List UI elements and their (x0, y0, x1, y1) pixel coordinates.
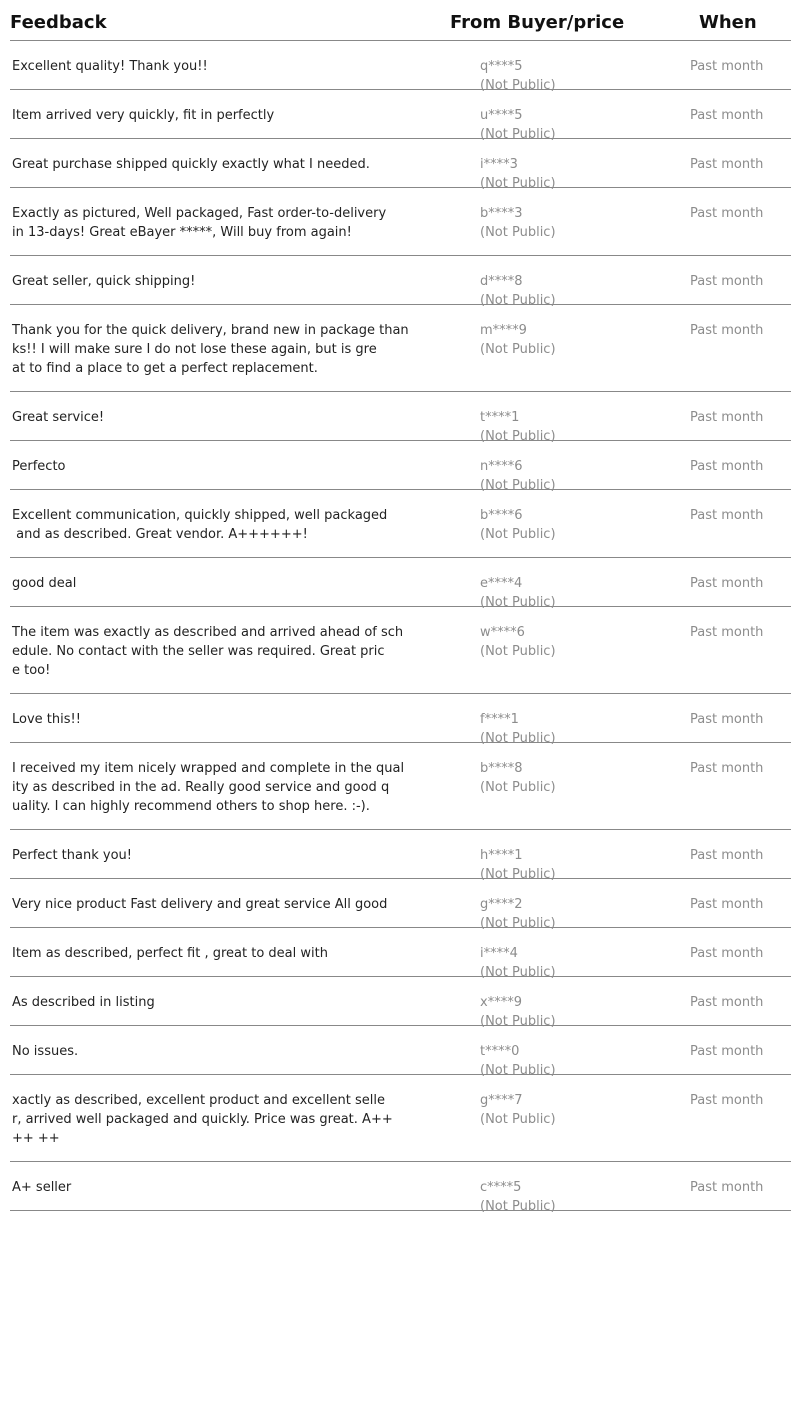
feedback-row (10, 1075, 791, 1162)
price-label: (Not Public) (480, 1112, 556, 1127)
feedback-comment: I received my item nicely wrapped and complete in the qual ity as described in the ad. Really good service and good q uality. I can highly recommend others to shop here. :-). (12, 761, 405, 814)
feedback-when: Past month (690, 1044, 764, 1059)
feedback-comment: Love this!! (12, 712, 81, 727)
feedback-row (10, 441, 791, 493)
buyer-cell (480, 506, 556, 544)
buyer-cell (480, 321, 556, 359)
feedback-row (10, 1026, 791, 1078)
feedback-when: Past month (690, 995, 764, 1010)
feedback-row (10, 90, 791, 142)
buyer-id[interactable]: q****5 (480, 59, 523, 74)
feedback-row (10, 305, 791, 392)
price-label: (Not Public) (480, 293, 556, 308)
feedback-comment: Thank you for the quick delivery, brand new in package than ks!! I will make sure I do not lose these again, but is gre at to find a place to get a perfect replacement. (12, 323, 409, 376)
buyer-id[interactable]: d****8 (480, 274, 523, 289)
buyer-id[interactable]: n****6 (480, 459, 523, 474)
feedback-row (10, 41, 791, 93)
feedback-row (10, 139, 791, 191)
price-label: (Not Public) (480, 1014, 556, 1029)
feedback-row (10, 1162, 791, 1214)
feedback-comment: A+ seller (12, 1180, 72, 1195)
buyer-id[interactable]: f****1 (480, 712, 519, 727)
feedback-when: Past month (690, 157, 764, 172)
buyer-cell (480, 204, 556, 242)
feedback-comment: Great seller, quick shipping! (12, 274, 196, 289)
feedback-row (10, 188, 791, 256)
buyer-id[interactable]: g****7 (480, 1093, 523, 1108)
feedback-comment: Great purchase shipped quickly exactly what I needed. (12, 157, 370, 172)
price-label: (Not Public) (480, 527, 556, 542)
when-column-header: When (699, 12, 757, 33)
feedback-row (10, 256, 791, 308)
feedback-comment: good deal (12, 576, 77, 591)
buyer-id[interactable]: b****3 (480, 206, 523, 221)
feedback-row (10, 743, 791, 830)
feedback-when: Past month (690, 761, 764, 776)
feedback-comment: Exactly as pictured, Well packaged, Fast order-to-delivery in 13-days! Great eBayer *****, Will buy from again! (12, 206, 387, 240)
feedback-when: Past month (690, 625, 764, 640)
feedback-when: Past month (690, 897, 764, 912)
price-label: (Not Public) (480, 478, 556, 493)
feedback-when: Past month (690, 576, 764, 591)
feedback-when: Past month (690, 323, 764, 338)
feedback-when: Past month (690, 59, 764, 74)
buyer-id[interactable]: u****5 (480, 108, 523, 123)
price-label: (Not Public) (480, 595, 556, 610)
price-label: (Not Public) (480, 429, 556, 444)
price-label: (Not Public) (480, 780, 556, 795)
price-label: (Not Public) (480, 644, 556, 659)
feedback-column-header: Feedback (10, 12, 107, 33)
buyer-id[interactable]: t****0 (480, 1044, 520, 1059)
feedback-row (10, 392, 791, 444)
feedback-table-header (10, 0, 791, 41)
feedback-list (10, 41, 791, 1214)
price-label: (Not Public) (480, 867, 556, 882)
feedback-comment: No issues. (12, 1044, 79, 1059)
feedback-when: Past month (690, 848, 764, 863)
buyer-id[interactable]: i****3 (480, 157, 518, 172)
price-label: (Not Public) (480, 916, 556, 931)
buyer-cell (480, 1178, 556, 1216)
feedback-comment: Item as described, perfect fit , great to deal with (12, 946, 328, 961)
buyer-cell (480, 759, 556, 797)
feedback-comment: Great service! (12, 410, 105, 425)
feedback-row (10, 490, 791, 558)
feedback-comment: Perfecto (12, 459, 66, 474)
feedback-when: Past month (690, 459, 764, 474)
price-label: (Not Public) (480, 965, 556, 980)
feedback-when: Past month (690, 946, 764, 961)
buyer-price-column-header: From Buyer/price (450, 12, 625, 33)
buyer-id[interactable]: x****9 (480, 995, 522, 1010)
price-label: (Not Public) (480, 1199, 556, 1214)
buyer-id[interactable]: h****1 (480, 848, 523, 863)
feedback-comment: Excellent communication, quickly shipped, well packaged and as described. Great vendor. A++++++! (12, 508, 388, 542)
buyer-id[interactable]: i****4 (480, 946, 518, 961)
feedback-comment: Perfect thank you! (12, 848, 132, 863)
feedback-comment: As described in listing (12, 995, 155, 1010)
buyer-id[interactable]: b****6 (480, 508, 523, 523)
feedback-comment: xactly as described, excellent product and excellent selle r, arrived well packaged and quickly. Price was great. A++ ++ ++ (12, 1093, 393, 1146)
feedback-when: Past month (690, 508, 764, 523)
buyer-id[interactable]: b****8 (480, 761, 523, 776)
feedback-comment: Excellent quality! Thank you!! (12, 59, 208, 74)
buyer-id[interactable]: e****4 (480, 576, 523, 591)
feedback-row (10, 694, 791, 746)
feedback-comment: Very nice product Fast delivery and great service All good (12, 897, 388, 912)
buyer-id[interactable]: c****5 (480, 1180, 522, 1195)
feedback-comment: The item was exactly as described and arrived ahead of sch edule. No contact with the seller was required. Great pric e too! (12, 625, 404, 678)
price-label: (Not Public) (480, 176, 556, 191)
price-label: (Not Public) (480, 78, 556, 93)
price-label: (Not Public) (480, 225, 556, 240)
feedback-when: Past month (690, 108, 764, 123)
buyer-id[interactable]: t****1 (480, 410, 520, 425)
feedback-when: Past month (690, 712, 764, 727)
price-label: (Not Public) (480, 1063, 556, 1078)
feedback-row (10, 977, 791, 1029)
feedback-when: Past month (690, 1180, 764, 1195)
price-label: (Not Public) (480, 127, 556, 142)
feedback-row (10, 928, 791, 980)
feedback-row (10, 879, 791, 931)
buyer-id[interactable]: g****2 (480, 897, 523, 912)
feedback-row (10, 830, 791, 882)
feedback-row (10, 558, 791, 610)
buyer-id[interactable]: m****9 (480, 323, 527, 338)
buyer-cell (480, 1091, 556, 1129)
feedback-row (10, 607, 791, 694)
price-label: (Not Public) (480, 342, 556, 357)
buyer-id[interactable]: w****6 (480, 625, 525, 640)
feedback-when: Past month (690, 1093, 764, 1108)
buyer-cell (480, 623, 556, 661)
feedback-when: Past month (690, 274, 764, 289)
feedback-when: Past month (690, 206, 764, 221)
price-label: (Not Public) (480, 731, 556, 746)
feedback-comment: Item arrived very quickly, fit in perfectly (12, 108, 275, 123)
feedback-when: Past month (690, 410, 764, 425)
